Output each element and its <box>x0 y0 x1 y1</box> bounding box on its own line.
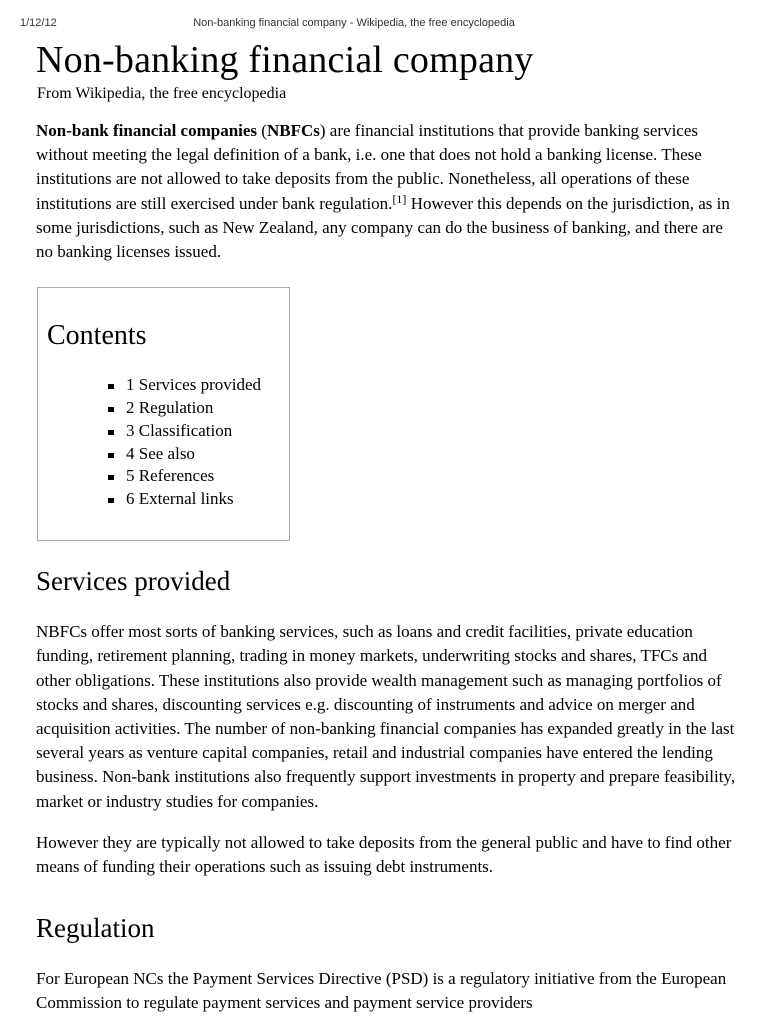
print-header <box>0 17 768 33</box>
section-heading-services: Services provided <box>36 566 231 597</box>
toc-item-external-links[interactable] <box>108 488 261 511</box>
page-subtitle: From Wikipedia, the free encyclopedia <box>37 85 287 102</box>
page-title: Non-banking financial company <box>36 39 534 81</box>
intro-text-after-ref: However this depends on the jurisdiction, as in some jurisdictions, such as New Zealand, any company can do the business of banking, and there are no banking licenses issued. <box>36 193 730 262</box>
toc-item-label: 5 References <box>126 466 215 486</box>
toc-item-label: 1 Services provided <box>126 375 262 395</box>
toc-item-services-provided[interactable] <box>108 374 261 397</box>
toc-item-classification[interactable] <box>108 420 261 443</box>
toc-item-label: 6 External links <box>126 489 234 509</box>
bullet-icon <box>108 384 114 389</box>
section-heading-regulation: Regulation <box>36 913 155 944</box>
services-paragraph-2: However they are typically not allowed to take deposits from the general public and have to find other means of funding their operations such as issuing debt instruments. <box>36 832 732 877</box>
intro-paren-open: ( <box>257 121 267 140</box>
toc-item-regulation[interactable] <box>108 397 261 420</box>
citation-ref-1[interactable]: [1] <box>392 191 407 206</box>
toc-item-label: 4 See also <box>126 443 195 463</box>
bullet-icon <box>108 430 114 435</box>
regulation-paragraph-1: For European NCs the Payment Services Directive (PSD) is a regulatory initiative from the European Commission to regulate payment services and payment service providers <box>36 969 727 1013</box>
intro-bold-term: Non-bank financial companies <box>36 121 258 140</box>
print-doc-title: Non-banking financial company - Wikipedia, the free encyclopedia <box>193 17 515 29</box>
toc-title: Contents <box>47 320 147 352</box>
toc-item-label: 3 Classification <box>126 420 233 440</box>
table-of-contents <box>37 287 290 541</box>
bullet-icon <box>108 498 114 503</box>
bullet-icon <box>108 407 114 412</box>
toc-item-label: 2 Regulation <box>126 398 214 418</box>
toc-item-references[interactable] <box>108 465 261 488</box>
print-date: 1/12/12 <box>20 17 57 29</box>
intro-text-before-ref: ) are financial institutions that provide banking services without meeting the legal definition of a bank, i.e. one that does not hold a banking license. These institutions are not allowed to take deposits from the public. Nonetheless, all operations of these institutions are still exercised under bank regulation. <box>36 121 702 213</box>
bullet-icon <box>108 475 114 480</box>
article <box>36 38 736 1016</box>
bullet-icon <box>108 453 114 458</box>
intro-paragraph <box>36 119 736 264</box>
toc-list <box>108 374 261 511</box>
toc-item-see-also[interactable] <box>108 443 261 466</box>
intro-bold-abbr: NBFCs <box>266 121 320 140</box>
services-paragraph-1: NBFCs offer most sorts of banking services, such as loans and credit facilities, private education funding, retirement planning, trading in money markets, underwriting stocks and shares, TFCs and other obligations. These institutions also provide wealth management such as managing portfolios of stocks and shares, discounting services e.g. discounting of instruments and advice on merger and acquisition activities. The number of non-banking financial companies has expanded greatly in the last several years as venture capital companies, retail and industrial companies have entered the lending business. Non-bank institutions also frequently support investments in property and prepare feasibility, market or industry studies for companies. <box>36 622 736 811</box>
